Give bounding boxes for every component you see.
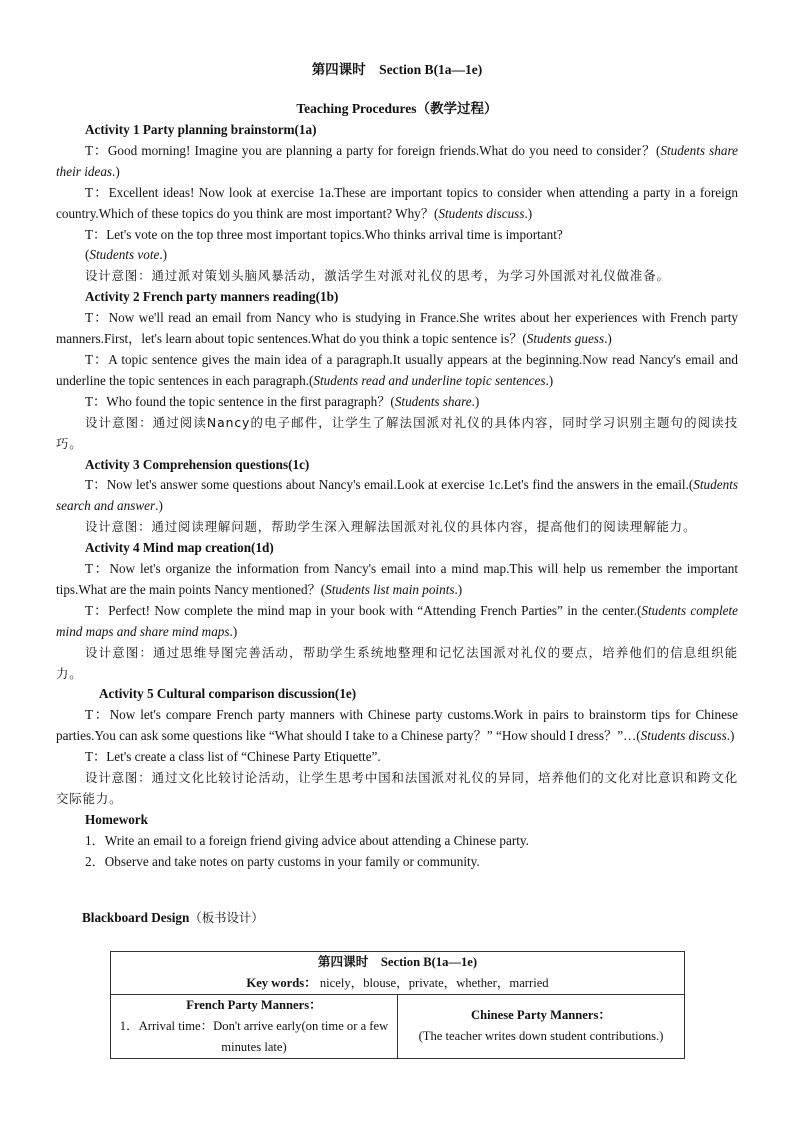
- student-line: (Students vote.): [85, 247, 168, 263]
- homework-item: 2．Observe and take notes on party customs in your family or community.: [85, 853, 480, 869]
- procedures-body: [56, 120, 738, 873]
- board-title: 第四课时 Section B(1a—1e): [317, 955, 478, 969]
- teacher-line: T：Let's vote on the top three most important topics.Who thinks arrival time is important?: [85, 226, 563, 242]
- board-title-cell: [111, 952, 685, 995]
- board-keywords: Key words： nicely，blouse，private，whether，married: [246, 975, 549, 990]
- activity-heading: Activity 1 Party planning brainstorm(1a): [85, 122, 317, 137]
- homework-item: 1．Write an email to a foreign friend giving advice about attending a Chinese party.: [85, 832, 529, 848]
- lesson-title: 第四课时 Section B(1a—1e): [311, 62, 483, 77]
- design-intent: 设计意图：通过阅读理解问题，帮助学生深入理解法国派对礼仪的具体内容，提高他们的阅读理解能力。: [85, 519, 697, 535]
- board-right-cell: [398, 994, 685, 1058]
- activity-heading: Activity 4 Mind map creation(1d): [85, 540, 274, 556]
- design-intent: 设计意图：通过阅读Nancy的电子邮件，让学生了解法国派对礼仪的具体内容，同时学习识别主题句的阅读技巧。: [56, 414, 738, 451]
- teacher-line: T：Now let's organize the information from Nancy's email into a mind map.This will help us remember the important tips.What are the main points Nancy mentioned？(Students list main points.): [56, 561, 738, 597]
- teacher-line: T：Good morning! Imagine you are planning a party for foreign friends.What do you need to consider？(Students share their ideas.): [56, 142, 738, 179]
- teacher-line: T：Perfect! Now complete the mind map in your book with “Attending French Parties” in the center.(Students complete mind maps and share mind maps.): [56, 602, 738, 639]
- design-intent: 设计意图：通过文化比较讨论活动，让学生思考中国和法国派对礼仪的异同，培养他们的文化对比意识和跨文化交际能力。: [56, 770, 738, 806]
- activity-heading: Activity 3 Comprehension questions(1c): [85, 456, 310, 472]
- homework-heading: Homework: [85, 811, 148, 827]
- activity-heading: Activity 2 French party manners reading(1b): [85, 289, 339, 305]
- french-manners-header: French Party Manners：: [186, 997, 322, 1012]
- board-left-cell: [111, 994, 398, 1058]
- chinese-manners-header: Chinese Party Manners：: [471, 1008, 611, 1023]
- french-manners-item: 1．Arrival time：Don't arrive early(on time or a few minutes late): [119, 1018, 389, 1054]
- teacher-line: T：Now we'll read an email from Nancy who is studying in France.She writes about her experiences with French party manners.First，let's learn about topic sentences.What do you think a topic sentence is？(Students guess.): [56, 310, 738, 347]
- procedures-title: Teaching Procedures（教学过程）: [296, 101, 498, 116]
- activity-heading: Activity 5 Cultural comparison discussion(1e): [99, 686, 357, 702]
- blackboard-heading: Blackboard Design（板书设计）: [82, 910, 264, 925]
- teacher-line: T：Now let's answer some questions about Nancy's email.Look at exercise 1c.Let's find the answers in the email.(Students search and answer.): [56, 477, 738, 514]
- design-intent: 设计意图：通过派对策划头脑风暴活动，激活学生对派对礼仪的思考，为学习外国派对礼仪做准备。: [85, 268, 670, 284]
- chinese-manners-note: (The teacher writes down student contributions.): [418, 1029, 664, 1044]
- teacher-line: T：Now let's compare French party manners with Chinese party customs.Work in pairs to brainstorm tips for Chinese parties.You can ask some questions like “What should I take to a Chinese party？” “How should I dress？”…(Students discuss.): [56, 707, 738, 744]
- teacher-line: T：Let's create a class list of “Chinese Party Etiquette”.: [85, 749, 381, 765]
- blackboard-table: [110, 951, 685, 1059]
- design-intent: 设计意图：通过思维导图完善活动，帮助学生系统地整理和记忆法国派对礼仪的要点，培养他们的信息组织能力。: [56, 644, 738, 681]
- teacher-line: T：A topic sentence gives the main idea of a paragraph.It usually appears at the beginning.Now read Nancy's email and underline the topic sentences in each paragraph.(Students read and underline topic sentences.): [56, 351, 738, 388]
- teacher-line: T：Who found the topic sentence in the first paragraph？(Students share.): [85, 393, 480, 409]
- teacher-line: T：Excellent ideas! Now look at exercise 1a.These are important topics to consider when attending a party in a foreign country.Which of these topics do you think are most important? Why？(Students discuss.): [56, 184, 738, 221]
